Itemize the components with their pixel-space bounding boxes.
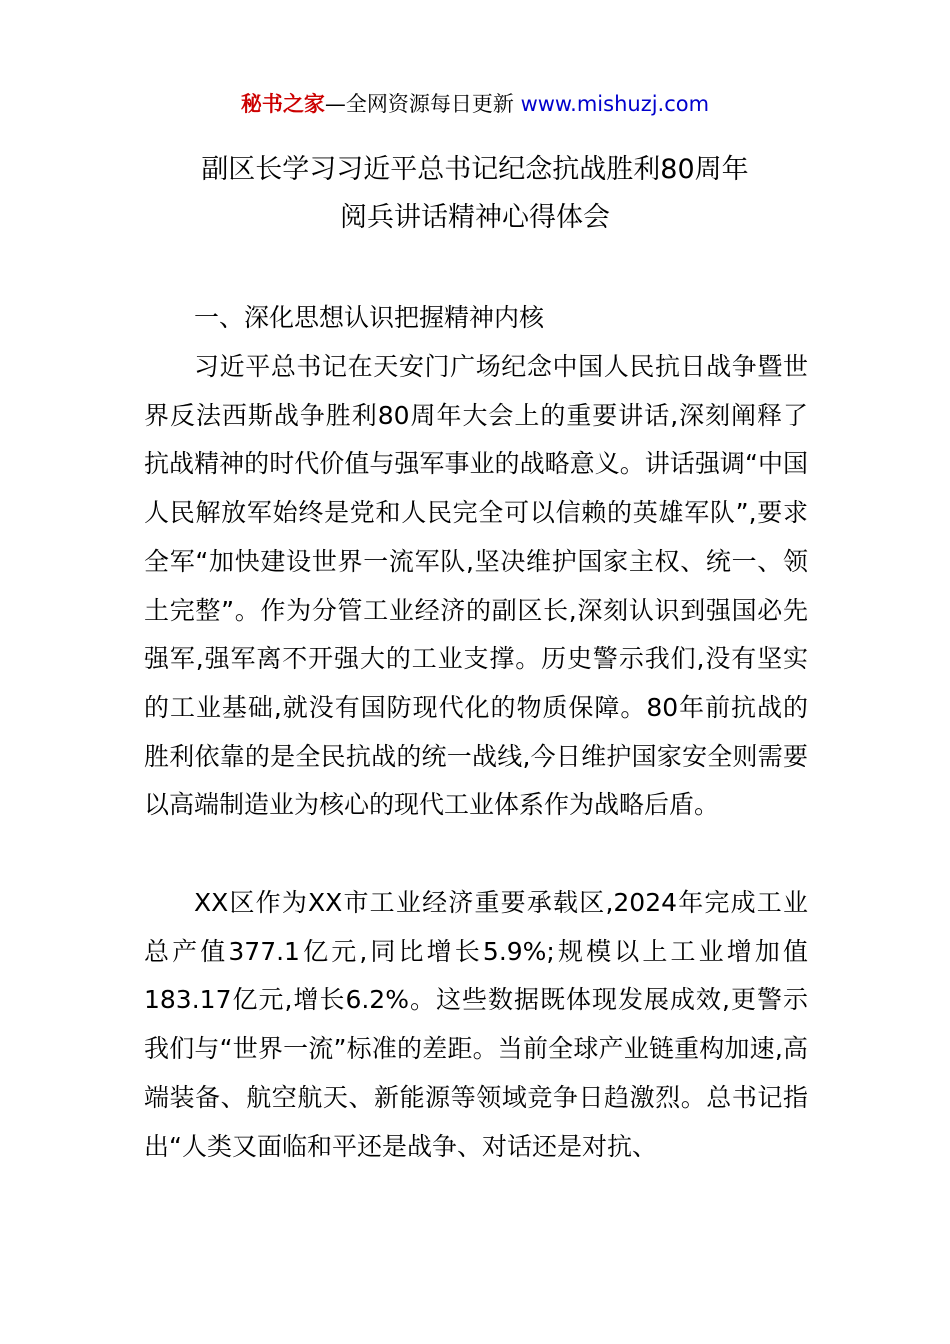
title-line-2: 阅兵讲话精神心得体会 <box>340 202 610 233</box>
document-title <box>0 146 950 242</box>
site-url-link[interactable]: www.mishuzj.com <box>520 92 710 116</box>
section-heading: 一、深化思想认识把握精神内核 <box>194 303 545 332</box>
title-line-1: 副区长学习习近平总书记纪念抗战胜利80周年 <box>201 154 749 185</box>
body-paragraph-1: 习近平总书记在天安门广场纪念中国人民抗日战争暨世界反法西斯战争胜利80周年大会上的重要讲话,深刻阐释了抗战精神的时代价值与强军事业的战略意义。讲话强调“中国人民解放军始终是党和人民完全可以信赖的英雄军队”,要求全军“加快建设世界一流军队,坚决维护国家主权、统一、领土完整”。作为分管工业经济的副区长,深刻认识到强国必先强军,强军离不开强大的工业支撑。历史警示我们,没有坚实的工业基础,就没有国防现代化的物质保障。80年前抗战的胜利依靠的是全民抗战的统一战线,今日维护国家安全则需要以高端制造业为核心的现代工业体系作为战略后盾。 <box>144 352 808 820</box>
tagline: —全网资源每日更新 <box>324 92 514 116</box>
body-paragraph-2: XX区作为XX市工业经济重要承载区,2024年完成工业总产值377.1亿元,同比增长5.9%;规模以上工业增加值183.17亿元,增长6.2%。这些数据既体现发展成效,更警示我们与“世界一流”标准的差距。当前全球产业链重构加速,高端装备、航空航天、新能源等领域竞争日趋激烈。总书记指出“人类又面临和平还是战争、对话还是对抗、 <box>144 888 808 1161</box>
site-header <box>0 88 950 120</box>
brand-name: 秘书之家 <box>240 92 325 116</box>
